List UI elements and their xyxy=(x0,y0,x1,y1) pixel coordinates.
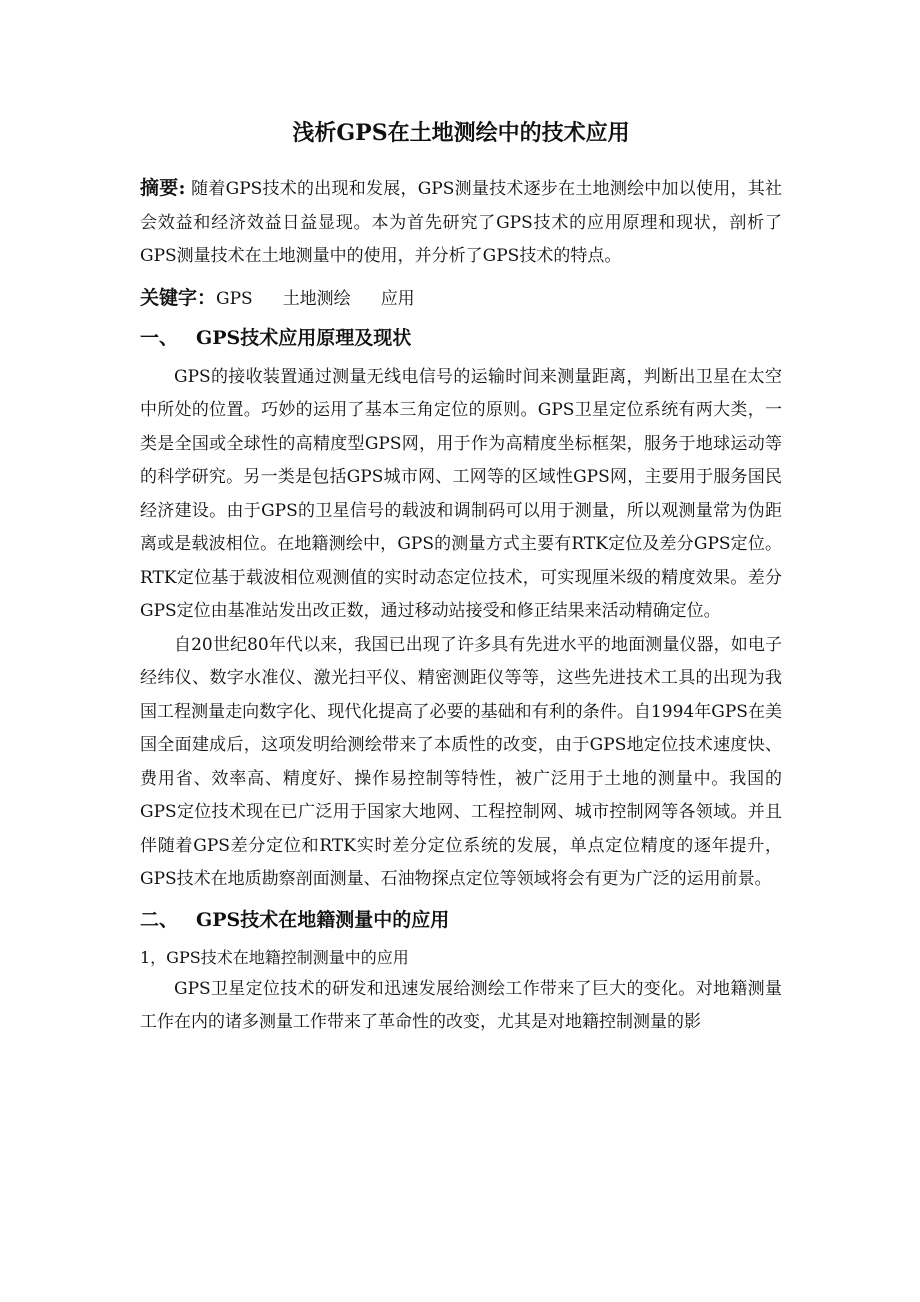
keywords xyxy=(140,282,782,315)
section-title: GPS技术应用原理及现状 xyxy=(196,326,412,349)
paragraph: GPS的接收装置通过测量无线电信号的运输时间来测量距离，判断出卫星在太空中所处的位置。巧妙的运用了基本三角定位的原则。GPS卫星定位系统有两大类，一类是全国或全球性的高精度型GPS网，用于作为高精度坐标框架，服务于地球运动等的科学研究。另一类是包括GPS城市网、工网等的区域性GPS网，主要用于服务国民经济建设。由于GPS的卫星信号的载波和调制码可以用于测量，所以观测量常为伪距离或是载波相位。在地籍测绘中，GPS的测量方式主要有RTK定位及差分GPS定位。RTK定位基于载波相位观测值的实时动态定位技术，可实现厘米级的精度效果。差分GPS定位由基准站发出改正数，通过移动站接受和修正结果来活动精确定位。 xyxy=(140,366,782,621)
section-heading-2 xyxy=(140,903,782,937)
page-title: 浅析GPS在土地测绘中的技术应用 xyxy=(292,120,630,146)
section-heading-1 xyxy=(140,321,782,355)
subsection-heading: 1，GPS技术在地籍控制测量中的应用 xyxy=(140,947,409,967)
abstract xyxy=(140,172,782,274)
abstract-text: 随着GPS技术的出现和发展，GPS测量技术逐步在土地测绘中加以使用，其社会效益和经济效益日益显现。本为首先研究了GPS技术的应用原理和现状，剖析了GPS测量技术在土地测量中的使用，并分析了GPS技术的特点。 xyxy=(140,179,783,266)
keyword-item: 应用 xyxy=(380,288,415,309)
keyword-item: 土地测绘 xyxy=(282,288,351,309)
abstract-label: 摘要: xyxy=(140,177,186,199)
section-number: 二、 xyxy=(140,908,179,931)
section-title: GPS技术在地籍测量中的应用 xyxy=(196,908,450,931)
keywords-label: 关键字： xyxy=(140,286,217,309)
paragraph: 自20世纪80年代以来，我国已出现了许多具有先进水平的地面测量仪器，如电子经纬仪、数字水准仪、激光扫平仪、精密测距仪等等，这些先进技术工具的出现为我国工程测量走向数字化、现代化提高了必要的基础和有利的条件。自1994年GPS在美国全面建成后，这项发明给测绘带来了本质性的改变，由于GPS地定位技术速度快、费用省、效率高、精度好、操作易控制等特性，被广泛用于土地的测量中。我国的GPS定位技术现在已广泛用于国家大地网、工程控制网、城市控制网等各领域。并且伴随着GPS差分定位和RTK实时差分定位系统的发展，单点定位精度的逐年提升，GPS技术在地质勘察剖面测量、石油物探点定位等领域将会有更为广泛的运用前景。 xyxy=(140,634,782,889)
paragraph: GPS卫星定位技术的研发和迅速发展给测绘工作带来了巨大的变化。对地籍测量工作在内的诸多测量工作带来了革命性的改变，尤其是对地籍控制测量的影 xyxy=(140,978,782,1032)
section-number: 一、 xyxy=(140,326,179,349)
keyword-item: GPS xyxy=(216,288,253,309)
document-page xyxy=(140,118,782,1040)
